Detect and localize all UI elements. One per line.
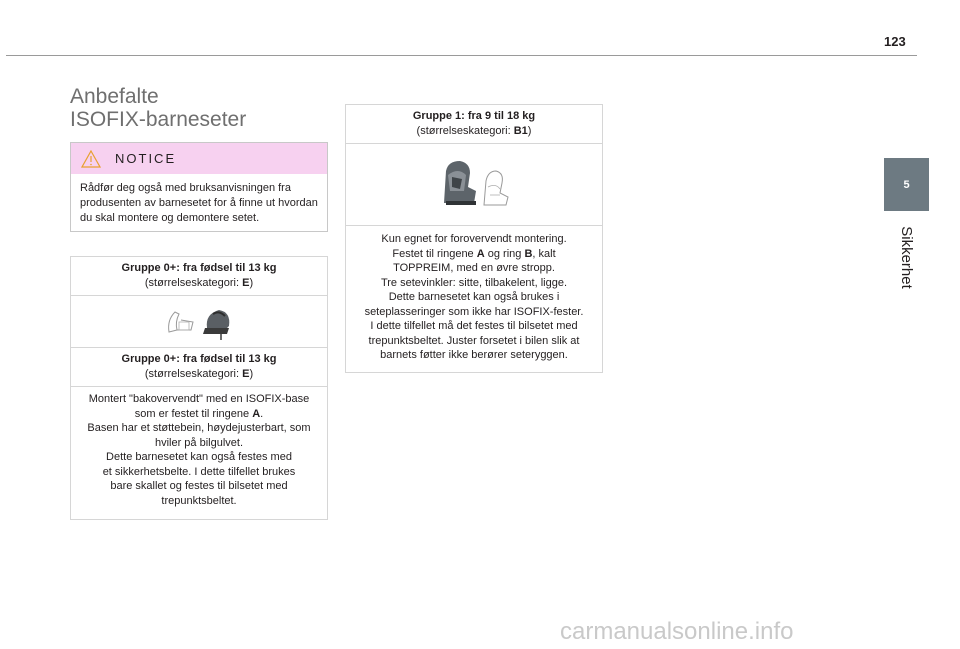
group0-ring-a: A	[252, 407, 261, 420]
group0-size-value: E	[242, 276, 250, 289]
group0-table	[70, 256, 328, 520]
notice-heading: NOTICE	[115, 151, 177, 166]
group1-desc-text: , kalt	[532, 247, 556, 260]
group1-desc-text: og ring	[484, 247, 525, 260]
group0-desc-line: Dette barnesetet kan også festes med	[106, 451, 292, 463]
group0-description	[71, 387, 327, 512]
group1-desc-line	[352, 247, 596, 262]
notice-text: Rådfør deg også med bruksanvisningen fra produsenten av barnesetet for å finne ut hvordan du skal montere og demontere setet.	[80, 182, 318, 224]
group0-desc-text: som er festet til ringene	[134, 407, 253, 420]
group1-table	[345, 104, 603, 373]
group0-size2-prefix: (størrelseskategori:	[144, 367, 243, 380]
group1-size-value: B1	[513, 124, 528, 137]
group0-desc-text: .	[260, 407, 264, 420]
group0-size-prefix: (størrelseskategori:	[144, 276, 243, 289]
group0-size-suffix: )	[249, 276, 254, 289]
group1-desc-text: Festet til ringene	[392, 247, 477, 260]
group0-image-cell	[71, 296, 327, 348]
group1-desc-line: seteplasseringer som ikke har ISOFIX-fester.	[364, 305, 584, 318]
page-title	[70, 85, 246, 131]
group1-ring-a: A	[476, 247, 485, 260]
group1-desc-line: Kun egnet for forovervendt montering.	[381, 233, 567, 245]
title-line-2: ISOFIX-barneseter	[70, 108, 247, 131]
watermark: carmanualsonline.info	[560, 618, 794, 645]
group1-heading: Gruppe 1: fra 9 til 18 kg	[412, 110, 536, 122]
group0-desc-line	[77, 407, 321, 422]
group1-ring-b: B	[524, 247, 533, 260]
group1-image-cell	[346, 144, 602, 226]
group1-desc-line: Dette barnesetet kan også brukes i	[388, 291, 560, 303]
chapter-label-text: Sikkerhet	[897, 225, 915, 289]
notice-box	[70, 142, 328, 232]
child-seat-illustration	[434, 157, 514, 213]
group0-heading: Gruppe 0+: fra fødsel til 13 kg	[121, 262, 277, 274]
group0-desc-line: hviler på bilgulvet.	[154, 436, 244, 449]
notice-header	[71, 143, 327, 174]
group1-desc-line: I dette tilfellet må det festes til bilsetet med	[370, 320, 578, 332]
group1-header	[346, 105, 602, 144]
group0-subheader	[71, 348, 327, 387]
group0-size2-value: E	[242, 367, 250, 380]
group0-heading-2: Gruppe 0+: fra fødsel til 13 kg	[121, 353, 277, 365]
group0-desc-line: Montert "bakovervendt" med en ISOFIX-base	[88, 393, 310, 405]
chapter-label	[886, 217, 926, 297]
group1-desc-line: barnets føtter ikke berører seteryggen.	[380, 349, 568, 361]
infant-carrier-illustration	[161, 302, 237, 342]
page-number: 123	[884, 34, 906, 49]
group0-desc-line: bare skallet og festes til bilsetet med	[110, 480, 288, 492]
group0-size2-suffix: )	[249, 367, 254, 380]
group0-size-2	[77, 367, 321, 382]
group1-size-suffix: )	[527, 124, 532, 137]
group0-desc-line: trepunktsbeltet.	[161, 494, 237, 507]
header-divider	[6, 55, 917, 56]
chapter-tab[interactable]: 5	[884, 158, 929, 211]
group0-header	[71, 257, 327, 296]
group0-desc-line: Basen har et støttebein, høydejusterbart, som	[87, 422, 311, 434]
group1-size-prefix: (størrelseskategori:	[416, 124, 514, 137]
title-line-1: Anbefalte	[70, 85, 159, 108]
group1-description	[346, 226, 602, 367]
group1-desc-line: TOPPREIM, med en øvre stropp.	[393, 262, 555, 274]
group1-desc-line: trepunktsbeltet. Juster forsetet i bilen slik at	[368, 334, 580, 347]
group1-desc-line: Tre setevinkler: sitte, tilbakelent, ligge.	[380, 276, 568, 289]
group0-size	[77, 276, 321, 291]
group1-size	[352, 124, 596, 139]
group0-desc-line: et sikkerhetsbelte. I dette tilfellet brukes	[102, 465, 296, 478]
warning-icon	[81, 150, 101, 168]
